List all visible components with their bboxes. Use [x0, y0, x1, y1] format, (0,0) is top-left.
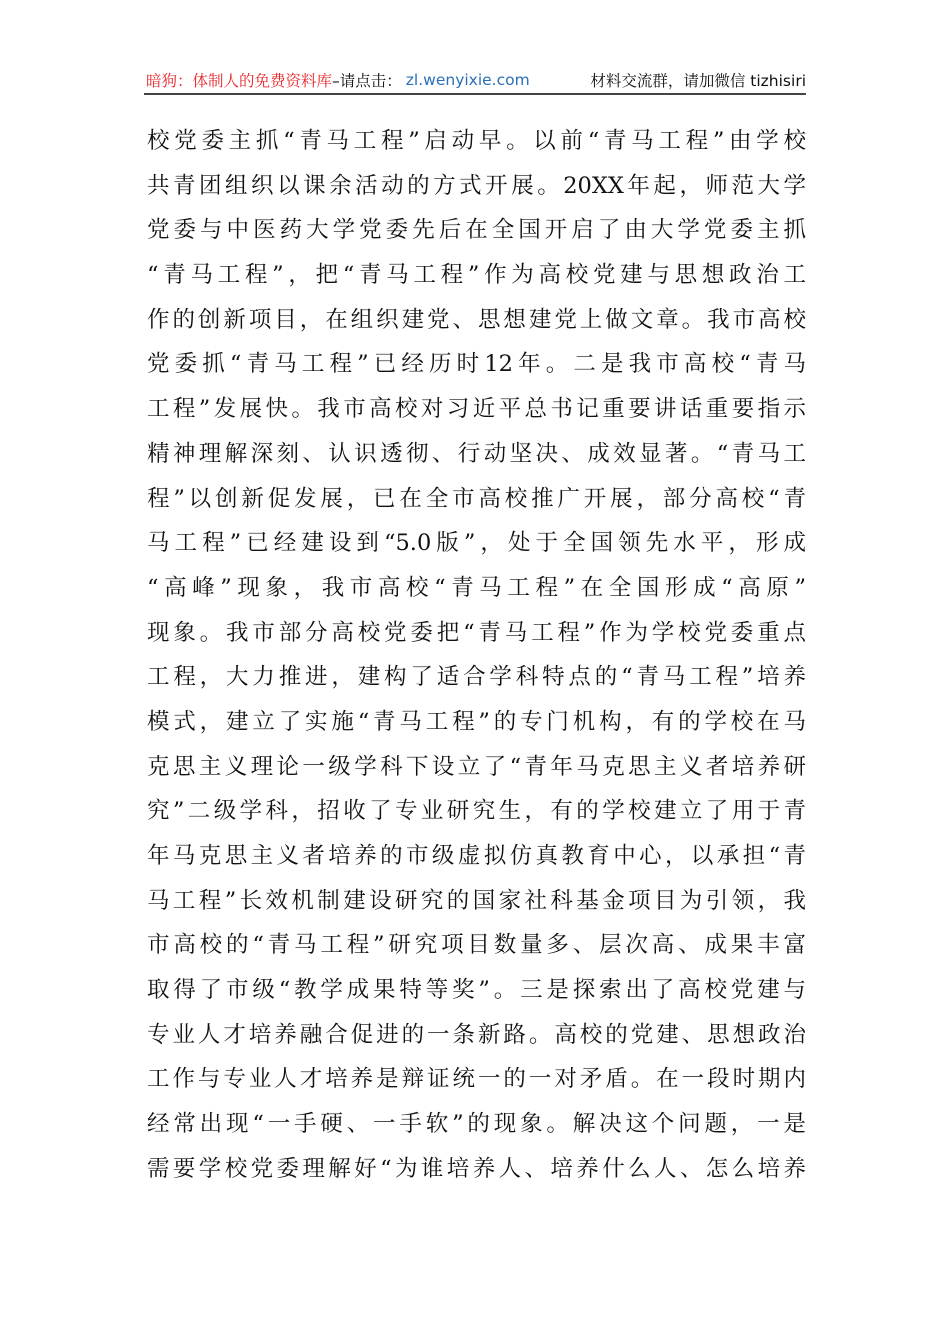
header-divider — [144, 93, 806, 95]
body-text-line: 工程”发展快。我市高校对习近平总书记重要讲话重要指示 — [147, 396, 806, 423]
body-text-line: 党委抓“青马工程”已经历时12年。二是我市高校“青马 — [147, 351, 806, 378]
body-text-line: 马工程”长效机制建设研究的国家社科基金项目为引领，我 — [147, 887, 806, 914]
body-text-line: 程”以创新促发展，已在全市高校推广开展，部分高校“青 — [147, 485, 806, 512]
document-body — [147, 122, 806, 1195]
body-text-line: 克思主义理论一级学科下设立了“青年马克思主义者培养研 — [147, 753, 806, 780]
body-text-line: 专业人才培养融合促进的一条新路。高校的党建、思想政治 — [147, 1021, 806, 1048]
header-brand: 暗狗：体制人的免费资料库 — [146, 72, 333, 90]
body-text-line: 党委与中医药大学党委先后在全国开启了由大学党委主抓 — [147, 217, 806, 244]
body-text-line: 作的创新项目，在组织建党、思想建党上做文章。我市高校 — [147, 306, 806, 333]
body-text-line: “青马工程”，把“青马工程”作为高校党建与思想政治工 — [147, 262, 806, 289]
body-text-line: 经常出现“一手硬、一手软”的现象。解决这个问题，一是 — [147, 1111, 806, 1138]
body-text-line: 究”二级学科，招收了专业研究生，有的学校建立了用于青 — [147, 798, 806, 825]
body-text-line: 模式，建立了实施“青马工程”的专门机构，有的学校在马 — [147, 708, 806, 735]
body-text-line: 马工程”已经建设到“5.0版”，处于全国领先水平，形成 — [147, 530, 806, 557]
body-text-line: 取得了市级“教学成果特等奖”。三是探索出了高校党建与 — [147, 977, 806, 1004]
body-text-line: 需要学校党委理解好“为谁培养人、培养什么人、怎么培养 — [147, 1155, 806, 1182]
page-header — [146, 68, 806, 92]
header-link[interactable]: zl.wenyixie.com — [405, 71, 530, 89]
header-contact: 材料交流群，请加微信 tizhisiri — [590, 72, 806, 90]
body-text-line: 现象。我市部分高校党委把“青马工程”作为学校党委重点 — [147, 619, 806, 646]
body-text-line: 工作与专业人才培养是辩证统一的一对矛盾。在一段时期内 — [147, 1066, 806, 1093]
body-text-line: 校党委主抓“青马工程”启动早。以前“青马工程”由学校 — [147, 128, 806, 154]
body-text-line: 年马克思主义者培养的市级虚拟仿真教育中心，以承担“青 — [147, 843, 806, 869]
body-text-line: 工程，大力推进，建构了适合学科特点的“青马工程”培养 — [147, 664, 806, 691]
header-prompt: –请点击： — [332, 72, 402, 90]
body-text-line: 精神理解深刻、认识透彻、行动坚决、成效显著。“青马工 — [147, 440, 806, 467]
body-text-line: 共青团组织以课余活动的方式开展。20XX年起，师范大学 — [147, 172, 806, 199]
body-text-line: “高峰”现象，我市高校“青马工程”在全国形成“高原” — [147, 574, 806, 601]
body-text-line: 市高校的“青马工程”研究项目数量多、层次高、成果丰富 — [147, 932, 806, 959]
